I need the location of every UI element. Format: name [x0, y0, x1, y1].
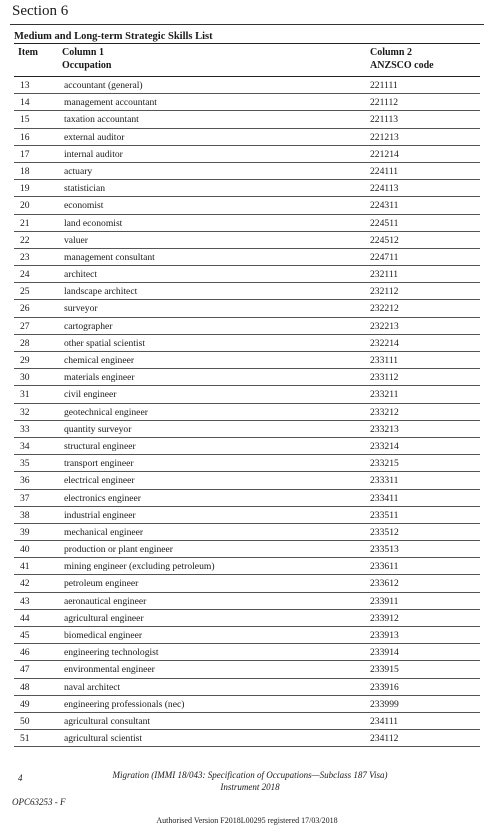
row-code: 233511	[370, 509, 399, 521]
row-occupation: geotechnical engineer	[64, 406, 148, 418]
table-row	[14, 575, 480, 592]
row-occupation: actuary	[64, 165, 93, 177]
row-occupation: quantity surveyor	[64, 423, 132, 435]
row-item: 44	[20, 612, 30, 624]
row-code: 233111	[370, 355, 399, 366]
table-row	[14, 352, 480, 369]
row-item: 31	[20, 389, 30, 401]
table-row	[14, 197, 480, 214]
table-row	[14, 215, 480, 232]
row-occupation: management consultant	[64, 251, 155, 263]
row-code: 232112	[370, 286, 399, 298]
table-row	[14, 249, 480, 266]
row-occupation: mining engineer (excluding petroleum)	[64, 561, 215, 573]
row-code: 232212	[370, 303, 399, 315]
document-code: OPC63253 - F	[12, 797, 66, 807]
row-item: 27	[20, 320, 30, 332]
row-item: 17	[20, 148, 30, 160]
row-code: 233914	[370, 647, 399, 659]
row-code: 233915	[370, 664, 399, 676]
row-code: 233112	[370, 372, 399, 384]
table-row	[14, 77, 480, 94]
table-row	[14, 713, 480, 730]
table-row	[14, 679, 480, 696]
header-item: Item	[18, 47, 38, 58]
header-col1-sub: Occupation	[62, 60, 112, 71]
row-code: 233611	[370, 561, 399, 573]
row-code: 224511	[370, 217, 399, 229]
row-item: 50	[20, 715, 30, 727]
table-row	[14, 524, 480, 541]
row-code: 233513	[370, 544, 399, 556]
row-code: 233912	[370, 612, 399, 624]
row-occupation: architect	[64, 269, 98, 281]
row-occupation: electronics engineer	[64, 492, 141, 504]
page-number: 4	[18, 773, 23, 783]
table-row	[14, 455, 480, 472]
row-item: 25	[20, 286, 30, 298]
table-row	[14, 129, 480, 146]
row-item: 43	[20, 595, 30, 607]
skills-table	[14, 30, 480, 747]
row-code: 224711	[370, 251, 399, 263]
instrument-title-line2: Instrument 2018	[220, 782, 280, 792]
row-item: 46	[20, 647, 30, 659]
row-code: 233913	[370, 630, 399, 641]
row-item: 16	[20, 131, 30, 143]
row-item: 30	[20, 372, 30, 384]
table-row	[14, 472, 480, 489]
table-body	[14, 77, 480, 747]
table-row	[14, 111, 480, 128]
row-code: 232111	[370, 269, 399, 281]
row-occupation: engineering technologist	[64, 647, 159, 659]
table-row	[14, 369, 480, 386]
row-item: 42	[20, 578, 30, 590]
row-code: 234111	[370, 715, 399, 727]
table-row	[14, 283, 480, 300]
table-row	[14, 404, 480, 421]
table-row	[14, 232, 480, 249]
row-item: 22	[20, 234, 30, 246]
authorised-version: Authorised Version F2018L00295 registered 17/03/2018	[156, 816, 338, 825]
table-row	[14, 593, 480, 610]
row-item: 35	[20, 458, 30, 470]
table-row	[14, 558, 480, 575]
row-occupation: agricultural engineer	[64, 612, 144, 624]
row-item: 29	[20, 355, 30, 366]
table-row	[14, 644, 480, 661]
table-row	[14, 490, 480, 507]
row-code: 233311	[370, 475, 399, 487]
row-item: 14	[20, 97, 30, 109]
row-occupation: management accountant	[64, 97, 157, 109]
top-rule	[10, 24, 484, 25]
table-row	[14, 627, 480, 644]
row-item: 41	[20, 561, 30, 573]
row-item: 39	[20, 526, 30, 538]
table-row	[14, 335, 480, 352]
row-code: 221213	[370, 131, 399, 143]
row-occupation: agricultural consultant	[64, 715, 151, 727]
row-item: 49	[20, 698, 30, 710]
row-occupation: external auditor	[64, 131, 125, 143]
row-item: 34	[20, 440, 30, 452]
row-occupation: agricultural scientist	[64, 733, 143, 745]
header-col2-sub: ANZSCO code	[370, 60, 434, 71]
row-occupation: production or plant engineer	[64, 544, 173, 556]
table-row	[14, 541, 480, 558]
row-occupation: accountant (general)	[64, 80, 143, 91]
row-occupation: biomedical engineer	[64, 630, 143, 641]
row-occupation: cartographer	[64, 320, 113, 332]
row-code: 233211	[370, 389, 399, 401]
row-occupation: taxation accountant	[64, 114, 139, 126]
table-row	[14, 180, 480, 197]
row-code: 224512	[370, 234, 399, 246]
table-row	[14, 730, 480, 747]
table-row	[14, 438, 480, 455]
row-occupation: naval architect	[64, 681, 121, 693]
table-row	[14, 94, 480, 111]
row-code: 233213	[370, 423, 399, 435]
row-code: 224311	[370, 200, 399, 212]
row-occupation: landscape architect	[64, 286, 138, 298]
row-item: 45	[20, 630, 30, 641]
row-code: 233212	[370, 406, 399, 418]
row-occupation: industrial engineer	[64, 509, 136, 521]
row-code: 232214	[370, 337, 399, 349]
table-row	[14, 318, 480, 335]
row-code: 233612	[370, 578, 399, 590]
row-code: 232213	[370, 320, 399, 332]
table-row	[14, 696, 480, 713]
row-code: 233411	[370, 492, 399, 504]
table-row	[14, 421, 480, 438]
table-row	[14, 266, 480, 283]
table-header	[14, 44, 480, 77]
row-occupation: statistician	[64, 183, 106, 195]
row-occupation: petroleum engineer	[64, 578, 139, 590]
header-col2: Column 2	[370, 47, 412, 58]
row-code: 224113	[370, 183, 399, 195]
section-title: Section 6	[12, 3, 69, 19]
row-code: 233999	[370, 698, 399, 710]
row-code: 221214	[370, 148, 399, 160]
row-item: 28	[20, 337, 30, 349]
row-occupation: environmental engineer	[64, 664, 155, 676]
row-code: 233512	[370, 526, 399, 538]
table-row	[14, 386, 480, 403]
row-item: 47	[20, 664, 30, 676]
row-code: 234112	[370, 733, 399, 745]
header-col1: Column 1	[62, 47, 104, 58]
row-item: 38	[20, 509, 30, 521]
row-item: 32	[20, 406, 30, 418]
row-occupation: electrical engineer	[64, 475, 135, 487]
row-occupation: internal auditor	[64, 148, 123, 160]
row-item: 21	[20, 217, 30, 229]
row-item: 48	[20, 681, 30, 693]
table-row	[14, 146, 480, 163]
row-occupation: structural engineer	[64, 440, 136, 452]
table-row	[14, 610, 480, 627]
row-occupation: land economist	[64, 217, 123, 229]
table-row	[14, 300, 480, 317]
row-code: 221112	[370, 97, 399, 109]
row-item: 15	[20, 114, 30, 126]
table-row	[14, 163, 480, 180]
row-item: 13	[20, 80, 30, 91]
row-code: 233911	[370, 595, 399, 607]
header-occupation	[62, 46, 370, 76]
row-item: 20	[20, 200, 30, 212]
row-occupation: materials engineer	[64, 372, 135, 384]
row-occupation: aeronautical engineer	[64, 595, 147, 607]
row-item: 18	[20, 165, 30, 177]
row-item: 23	[20, 251, 30, 263]
row-occupation: engineering professionals (nec)	[64, 698, 185, 710]
row-item: 36	[20, 475, 30, 487]
row-item: 24	[20, 269, 30, 281]
instrument-title-line1: Migration (IMMI 18/043: Specification of Occupations—Subclass 187 Visa)	[112, 770, 388, 780]
header-code	[370, 46, 480, 76]
row-item: 51	[20, 733, 30, 745]
table-row	[14, 507, 480, 524]
row-code: 233916	[370, 681, 399, 693]
row-occupation: surveyor	[64, 303, 98, 315]
row-item: 37	[20, 492, 30, 504]
table-title: Medium and Long-term Strategic Skills List	[14, 30, 480, 44]
row-code: 233215	[370, 458, 399, 470]
row-occupation: civil engineer	[64, 389, 117, 401]
row-item: 40	[20, 544, 30, 556]
row-occupation: transport engineer	[64, 458, 134, 470]
row-occupation: chemical engineer	[64, 355, 135, 366]
row-code: 233214	[370, 440, 399, 452]
row-code: 221113	[370, 114, 399, 126]
table-row	[14, 661, 480, 678]
row-occupation: economist	[64, 200, 104, 212]
row-item: 33	[20, 423, 30, 435]
row-occupation: valuer	[64, 234, 88, 246]
row-item: 26	[20, 303, 30, 315]
row-occupation: other spatial scientist	[64, 337, 145, 349]
row-occupation: mechanical engineer	[64, 526, 144, 538]
row-code: 224111	[370, 165, 399, 177]
row-item: 19	[20, 183, 30, 195]
instrument-title	[60, 769, 440, 793]
row-code: 221111	[370, 80, 398, 91]
